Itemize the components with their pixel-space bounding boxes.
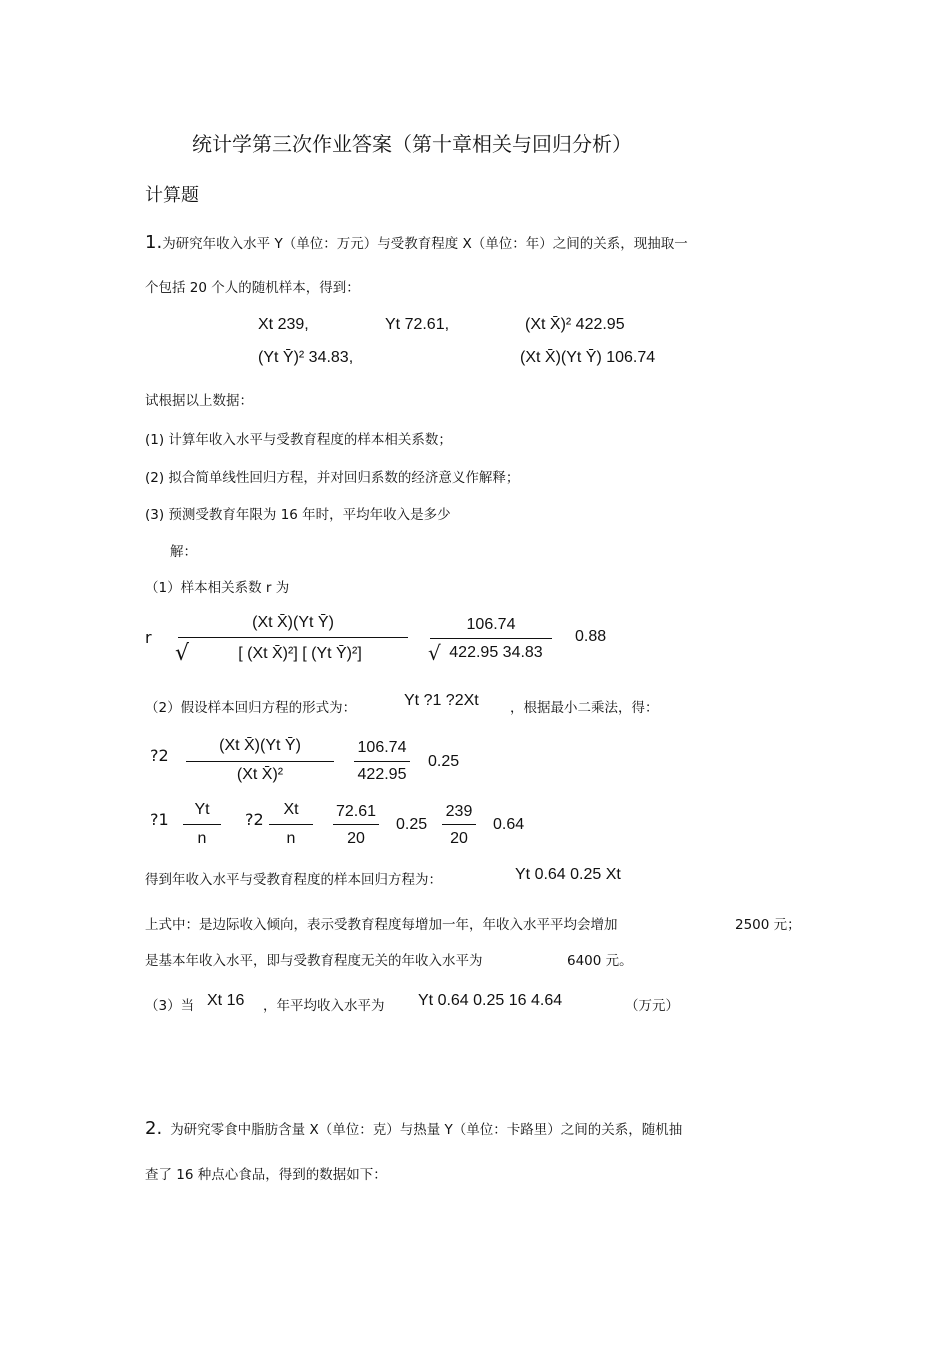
r-fraction-bar — [178, 637, 408, 638]
explanation-1: 上式中：是边际收入倾向，表示受教育程度每增加一年，年收入水平平均会增加 — [145, 917, 618, 933]
solution-label: 解： — [170, 544, 197, 560]
beta1-frac1-bar — [183, 824, 221, 825]
problem-1-line-1: 为研究年收入水平 Y（单位：万元）与受教育程度 X（单位：年）之间的关系，现抽取一 — [162, 236, 688, 252]
explanation-2: 是基本年收入水平，即与受教育程度无关的年收入水平为 — [145, 953, 483, 969]
result-equation: Yt 0.64 0.25 Xt — [515, 866, 621, 883]
beta1-lhs: ?1 — [150, 810, 169, 829]
r-numerator-value: 106.74 — [466, 616, 516, 633]
beta1-frac3-num: 72.61 — [335, 803, 377, 820]
sqrt-icon: √ — [175, 641, 190, 666]
page-title: 统计学第三次作业答案（第十章相关与回归分析） — [192, 132, 632, 156]
r-value-fraction-bar — [430, 638, 552, 639]
problem-1-number: 1. — [145, 232, 163, 253]
problem-2-line-1: 为研究零食中脂肪含量 X（单位：克）与热量 Y（单位：卡路里）之间的关系，随机抽 — [170, 1122, 683, 1138]
beta1-coef: 0.25 — [396, 816, 428, 833]
beta1-result: 0.64 — [493, 816, 525, 833]
beta2-lhs: ?2 — [150, 746, 169, 765]
given-sum-x: Xt 239, — [258, 316, 309, 333]
r-lhs: r — [145, 628, 152, 647]
beta2-denominator: (Xt X̄)² — [236, 766, 284, 783]
beta2-value-bar — [354, 761, 410, 762]
section-heading: 计算题 — [145, 185, 199, 206]
question-2: (2) 拟合简单线性回归方程，并对回归系数的经济意义作解释； — [145, 470, 520, 486]
problem-2-line-2: 查了 16 种点心食品，得到的数据如下： — [145, 1167, 387, 1183]
question-1: (1) 计算年收入水平与受教育程度的样本相关系数； — [145, 432, 452, 448]
beta1-frac1-den: n — [197, 830, 207, 847]
given-sxx: (Xt X̄)² 422.95 — [525, 316, 625, 333]
beta1-frac2-den: n — [286, 830, 296, 847]
beta1-frac1-num: Yt — [194, 801, 210, 818]
sqrt-icon-2: √ — [428, 641, 441, 665]
beta1-frac2-bar — [269, 824, 313, 825]
beta2-result: 0.25 — [428, 753, 460, 770]
beta2-num-value: 106.74 — [357, 739, 407, 756]
explanation-1-value: 2500 元； — [735, 917, 801, 933]
beta2-fraction-bar — [186, 761, 334, 762]
problem-1-line-2: 个包括 20 个人的随机样本，得到： — [145, 280, 360, 296]
question-3: (3) 预测受教育年限为 16 年时，平均年收入是多少 — [145, 507, 451, 523]
beta2-den-value: 422.95 — [357, 766, 407, 783]
r-result: 0.88 — [575, 628, 607, 645]
beta1-frac3-bar — [333, 824, 379, 825]
step-3-mid: ，年平均收入水平为 — [263, 998, 385, 1014]
beta1-frac4-den: 20 — [450, 830, 468, 847]
step-3-x: Xt 16 — [207, 992, 245, 1009]
step-3-equation: Yt 0.64 0.25 16 4.64 — [418, 992, 563, 1009]
given-syy: (Yt Ȳ)² 34.83, — [258, 349, 354, 366]
problem-1 — [145, 232, 688, 253]
result-text: 得到年收入水平与受教育程度的样本回归方程为： — [145, 872, 442, 888]
step-3-text: （3）当 — [145, 998, 195, 1014]
problem-2-number: 2. — [145, 1118, 163, 1139]
beta1-frac2-num: Xt — [283, 801, 299, 818]
r-numerator: (Xt X̄)(Yt Ȳ) — [252, 614, 334, 631]
prompt-text: 试根据以上数据： — [145, 393, 253, 409]
step-2-tail: ，根据最小二乘法，得： — [510, 700, 659, 716]
r-denominator-value: 422.95 34.83 — [449, 644, 543, 661]
beta1-frac3-den: 20 — [347, 830, 365, 847]
beta2-numerator: (Xt X̄)(Yt Ȳ) — [219, 737, 301, 754]
step-3-unit: （万元） — [625, 998, 679, 1014]
explanation-2-value: 6400 元。 — [567, 953, 633, 969]
r-denominator: [ (Xt X̄)²] [ (Yt Ȳ)²] — [238, 645, 362, 662]
step-2-text: （2）假设样本回归方程的形式为： — [145, 700, 357, 716]
step-1-text: （1）样本相关系数 r 为 — [145, 580, 290, 596]
problem-2 — [145, 1118, 682, 1139]
given-sum-y: Yt 72.61, — [385, 316, 450, 333]
beta1-mid: ?2 — [245, 810, 264, 829]
beta1-frac4-num: 239 — [445, 803, 473, 820]
beta1-frac4-bar — [442, 824, 476, 825]
step-2-model: Yt ?1 ?2Xt — [404, 692, 479, 709]
given-sxy: (Xt X̄)(Yt Ȳ) 106.74 — [520, 349, 656, 366]
